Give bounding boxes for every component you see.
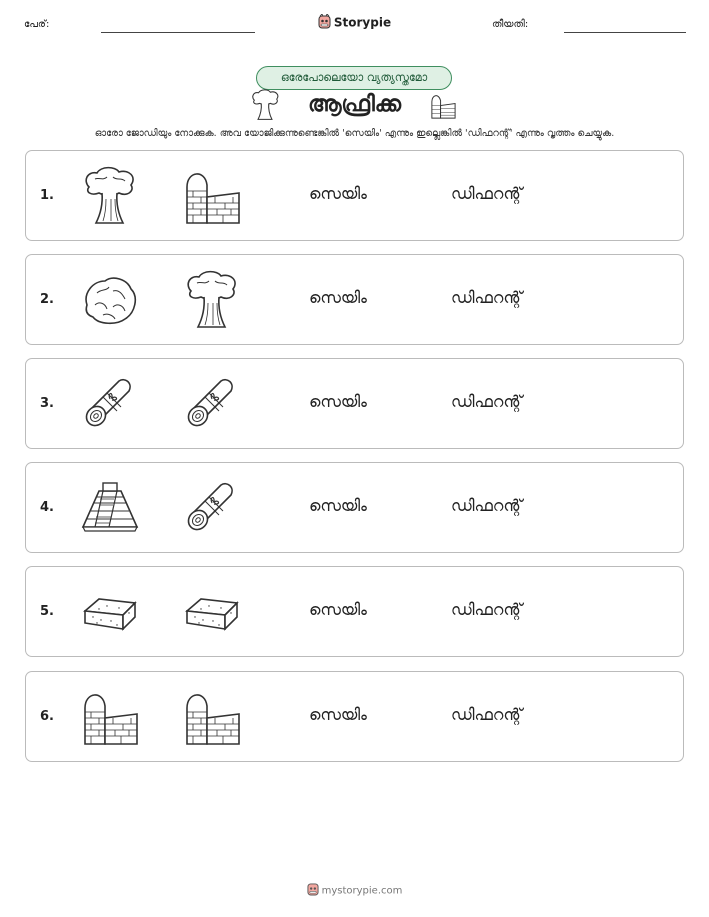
instructions: ഓരോ ജോഡിയും നോക്കുക. അവ യോജിക്കുന്നുണ്ടെങ്കിൽ 'സെയിം' എന്നും ഇല്ലെങ്കിൽ 'ഡിഫറന്റ്' എന്നും വൃത്തം ചെയ്യുക. bbox=[94, 128, 615, 139]
date-label: തീയതി: bbox=[492, 19, 529, 30]
footer-site-link[interactable]: mystorypie.com bbox=[321, 885, 403, 897]
scroll-icon bbox=[181, 477, 243, 539]
option-different[interactable]: ഡിഫറന്റ് bbox=[451, 288, 523, 307]
question-row-5 bbox=[25, 566, 684, 657]
question-row-1 bbox=[25, 150, 684, 241]
option-same[interactable]: സെയിം bbox=[309, 496, 367, 515]
storypie-logo-icon bbox=[318, 14, 331, 32]
step-pyramid-icon bbox=[79, 477, 141, 539]
option-same[interactable]: സെയിം bbox=[309, 288, 367, 307]
clay-brick-icon bbox=[181, 581, 243, 643]
question-number: 6. bbox=[40, 709, 54, 724]
great-zimbabwe-ruins-icon bbox=[79, 686, 141, 748]
scroll-icon bbox=[181, 373, 243, 435]
name-field-line[interactable] bbox=[101, 32, 255, 33]
scroll-icon bbox=[79, 373, 141, 435]
option-different[interactable]: ഡിഫറന്റ് bbox=[451, 705, 523, 724]
clay-brick-icon bbox=[79, 581, 141, 643]
question-number: 3. bbox=[40, 396, 54, 411]
name-label: പേര്: bbox=[24, 19, 50, 30]
question-number: 4. bbox=[40, 500, 54, 515]
date-field-line[interactable] bbox=[564, 32, 686, 33]
option-same[interactable]: സെയിം bbox=[309, 184, 367, 203]
brand bbox=[0, 14, 709, 32]
question-number: 5. bbox=[40, 604, 54, 619]
page-title: ആഫ്രിക്ക bbox=[307, 92, 402, 117]
option-different[interactable]: ഡിഫറന്റ് bbox=[451, 600, 523, 619]
option-different[interactable]: ഡിഫറന്റ് bbox=[451, 496, 523, 515]
question-number: 1. bbox=[40, 188, 54, 203]
great-zimbabwe-ruins-icon bbox=[181, 686, 243, 748]
rock-icon bbox=[79, 269, 141, 331]
storypie-logo-icon bbox=[307, 882, 319, 899]
question-row-2 bbox=[25, 254, 684, 345]
option-same[interactable]: സെയിം bbox=[309, 705, 367, 724]
baobab-tree-icon bbox=[181, 269, 243, 331]
great-zimbabwe-ruins-icon bbox=[181, 165, 243, 227]
question-row-3 bbox=[25, 358, 684, 449]
option-same[interactable]: സെയിം bbox=[309, 392, 367, 411]
brand-name: Storypie bbox=[333, 15, 392, 30]
question-row-6 bbox=[25, 671, 684, 762]
footer bbox=[0, 882, 709, 899]
great-zimbabwe-ruins-icon bbox=[428, 91, 458, 125]
question-number: 2. bbox=[40, 292, 54, 307]
baobab-tree-icon bbox=[79, 165, 141, 227]
option-same[interactable]: സെയിം bbox=[309, 600, 367, 619]
question-row-4 bbox=[25, 462, 684, 553]
worksheet-type-badge: ഒരേപോലെയോ വ്യത്യസ്തമോ bbox=[256, 66, 452, 90]
option-different[interactable]: ഡിഫറന്റ് bbox=[451, 392, 523, 411]
option-different[interactable]: ഡിഫറന്റ് bbox=[451, 184, 523, 203]
